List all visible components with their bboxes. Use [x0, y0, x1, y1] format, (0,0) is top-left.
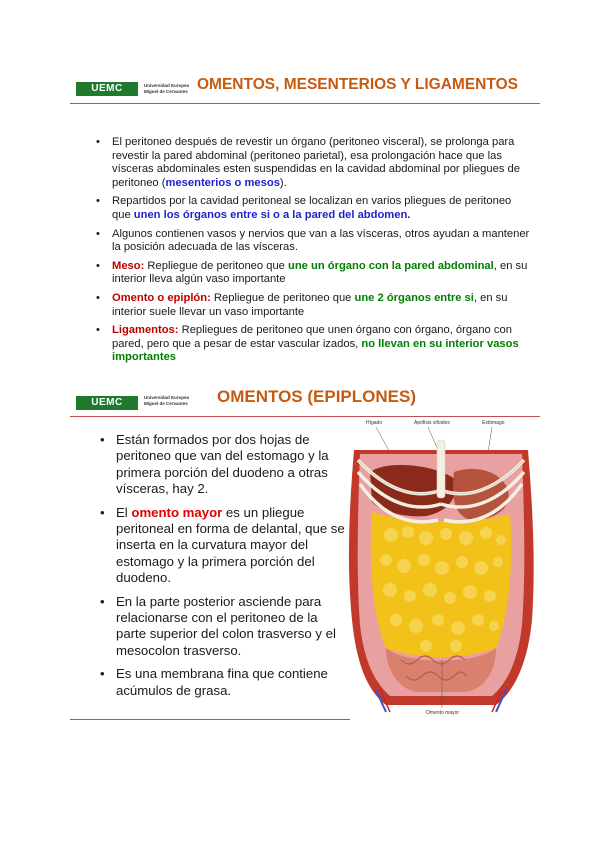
highlighted-text: Meso: [112, 259, 145, 272]
bullet-text: Están formados por dos hojas de peritoneo que van del estomago y la primera porción del duodeno a otras vísceras, hay 2. [116, 432, 329, 497]
bullet-text: es un pliegue peritoneal en forma de delantal, que se inserta en la curvatura mayor del estomago y la primera porción del duodeno. [116, 504, 345, 586]
university-name: Universidad Europea Miguel de Cervantes [144, 395, 190, 406]
bullet-item [116, 666, 346, 699]
bullet-item [116, 432, 346, 498]
bullet-text: El [116, 504, 132, 520]
label-estomago: Estómago [482, 420, 505, 426]
header-divider [70, 103, 540, 104]
bullet-item [112, 228, 532, 255]
bullet-text: El peritoneo después de revestir un órgano (peritoneo visceral), se prolonga para revestir la pared abdominal (peritoneo parietal), esa prolongación hace que las vísceras abdominales esten suspendidas en la cavidad abdominal por pliegues de peritoneo ( [112, 136, 520, 189]
bullet-text: Repliegue de peritoneo que [144, 259, 289, 272]
label-apofisis: Apófisis xifoides [414, 420, 450, 426]
slide-header [70, 380, 540, 420]
highlighted-text: no llevan en su interior vasos importantes [112, 337, 519, 364]
slide-title: OMENTOS, MESENTERIOS Y LIGAMENTOS [197, 76, 518, 93]
highlighted-text: unen los órganos entre si o a la pared del abdomen. [133, 208, 411, 221]
bullet-item [116, 594, 346, 660]
bullet-text: , en su interior lleva algún vaso importante [112, 259, 528, 286]
bullet-list [116, 432, 346, 706]
highlighted-text: une 2 órganos entre si [354, 291, 474, 304]
label-omento-mayor: Omento mayor [426, 710, 460, 716]
highlighted-text: une un órgano con la pared abdominal [288, 259, 494, 272]
highlighted-text: Ligamentos: [112, 324, 179, 337]
bullet-text: En la parte posterior asciende para relacionarse con el peritoneo de la parte superior del colon trasverso y el mesocolon trasverso. [116, 593, 336, 658]
uemc-logo: UEMC [76, 82, 138, 96]
university-name: Universidad Europea Miguel de Cervantes [144, 83, 190, 94]
anatomy-figure [346, 420, 536, 720]
slide-omentos-mesenterios [70, 66, 540, 366]
bullet-text: Repliegues de peritoneo que unen órgano con órgano, órgano con pared, pero que a pesar de estar vascular izados, [112, 324, 512, 350]
footer-divider [70, 719, 350, 720]
bullet-text: Repliegue de peritoneo que [210, 291, 355, 304]
bullet-text: Algunos contienen vasos y nervios que van a las vísceras, otros ayudan a mantener la posición adecuada de las vísceras. [112, 227, 530, 254]
bullet-text: Es una membrana fina que contiene acúmulos de grasa. [116, 666, 328, 698]
slide-title: OMENTOS (EPIPLONES) [217, 387, 416, 406]
slide-header [70, 66, 540, 106]
bullet-item [112, 195, 532, 222]
abdomen-illustration [346, 420, 536, 720]
bullet-text: , en su interior suele llevar un vaso importante [112, 291, 508, 318]
header-divider [70, 416, 540, 417]
bullet-item [112, 324, 532, 365]
slide-omentos-epiplones [70, 380, 540, 725]
uemc-logo: UEMC [76, 396, 138, 410]
bullet-list [112, 136, 532, 370]
highlighted-text: Omento o epiplón: [112, 291, 211, 304]
bullet-text: ). [279, 176, 287, 189]
highlighted-text: mesenterios o mesos [165, 176, 280, 189]
label-higado: Hígado [366, 420, 383, 426]
bullet-item [112, 292, 532, 319]
bullet-item [112, 260, 532, 287]
bullet-text: Repartidos por la cavidad peritoneal se localizan en varios pliegues de peritoneo que [112, 195, 512, 221]
bullet-item [116, 505, 346, 587]
bullet-item [112, 136, 532, 190]
highlighted-text: omento mayor [131, 504, 223, 520]
